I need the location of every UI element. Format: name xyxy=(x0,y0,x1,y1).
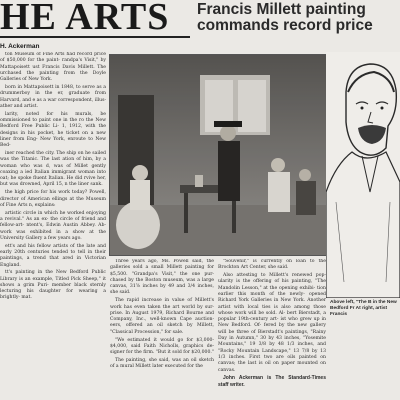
byline: H. Ackerman xyxy=(0,43,40,50)
paragraph: "Souvenir," is currently on loan to the Brockton Art Center, she said. xyxy=(218,259,326,271)
left-column xyxy=(0,52,106,400)
article-column-2 xyxy=(218,259,326,400)
paragraph: ett's and his fellow artists of the late and early 20th centuries tended to tell in their paintings, a trend that ared in Victorian England. xyxy=(0,243,106,268)
paragraph: the high price for his work today? Powell, director of American ellings at the Museum of Fine Arts n, explains: xyxy=(0,190,106,208)
paragraph: Also attesting to Millett's renewed pop- ularity is the offering of his painting, "The Mandolin Lesson," at the opening exhibi- tion earlier this month of the newly- opened Richard York Galleries in New York. Another artist with local ties is also among those whose work will be sold. Al- bert Bierstadt, a popular 19th-century art- ist who grew up in New Bedford. Of- fered by the new gallery will be three of Bierstadt's paintings, "Rainy Day in Autumn," 30 by 43 inches, "Yosemite Mountains," 19 3/8 by 48 1/3 inches, and "Rocky Mountain Landscape," 13 7/8 by 13 1/3 inches. First two are oils painted on canvas; the last is oil on paper mounted on canvas. xyxy=(218,273,326,373)
paragraph: tt's painting in the New Bedford Public Library is an example, Titled Pick Sheep," it shows a grim Puri- member black sternly lecturing his daughter for wearing a brightly- mat. xyxy=(0,270,106,301)
paragraph: Three years ago, Ms. Powell said, the galleries sold a small Millett painting for $5,500. "Grandpa's Visit," the one pur- chased by the Boston museum, was a large canvas, 31⅝ inches by 49 and 3/4 inches, she said. xyxy=(110,259,214,296)
article-column-1 xyxy=(110,259,214,400)
painting-image xyxy=(110,55,326,255)
photo-caption: Above left, "The B in the New Bedford Fr At right, artist Francis xyxy=(330,300,397,318)
paragraph: born in Mattapoisett in 1848, to serve as a drummerboy in the er, graduate from Harvard, and e as a war correspondent, illus- ather and artist. xyxy=(0,84,106,109)
masthead-rule xyxy=(0,36,190,38)
painting-photo xyxy=(109,54,327,256)
paragraph: iner reached the city. The ship on he sailed was the Titanic. The last ation of him, by a woman who was d, was of Millet gently coaxing a ied Italian immigrant woman into oat; he spoke fluent Italian. He did rvive her, but was drowned, April 15, n the liner sank. xyxy=(0,150,106,188)
paragraph: artistic circle in which he worked enjoying a revival." As an ex- the circle of friend and fellow-art- ntent's, Edwin Austin Abbey. Ab- work was exhibited in a show at the University Gallery a few years ago. xyxy=(0,210,106,241)
article-headline: Francis Millett painting commands record price xyxy=(197,1,373,34)
paragraph: The painting, she said, was an oil sketch of a mural Millett later executed for the xyxy=(110,357,214,370)
paragraph: ton Museum of Fine Arts had record price of $50,000 for the paint- randpa's Visit," by Mattapoisett ust Francis Davis Millett. The urchased the painting from the Doyle Galleries of New York. xyxy=(0,52,106,83)
paragraph: larity, noted for his murals, be ommissioned to paint one in the ro the New Bedford Free Public Li- 1, 1912, with the designs in his pocket, he ticket on a new liner from Eng- New York, enroute to New Bed- xyxy=(0,111,106,149)
author-signature: John Ackerman is The Standard-Times staff writer. xyxy=(218,375,326,388)
portrait-drawing xyxy=(326,52,400,298)
paragraph: The rapid increase in value of Millett's work has even taken the art world by sur- prise. In August 1979, Richard Bourne and Company, Inc., well-known Cape auction- eers, offered an oil sketch by Millett, "Classical Procession," for sale. xyxy=(110,298,214,335)
section-masthead: HE ARTS xyxy=(0,0,170,34)
paragraph: "We estimated it would go for $3,000- $4,000, said Faith Nicholls, graphics de- signer for the firm. "But it sold for $20,000." xyxy=(110,337,214,356)
artist-portrait-sketch xyxy=(326,52,400,298)
